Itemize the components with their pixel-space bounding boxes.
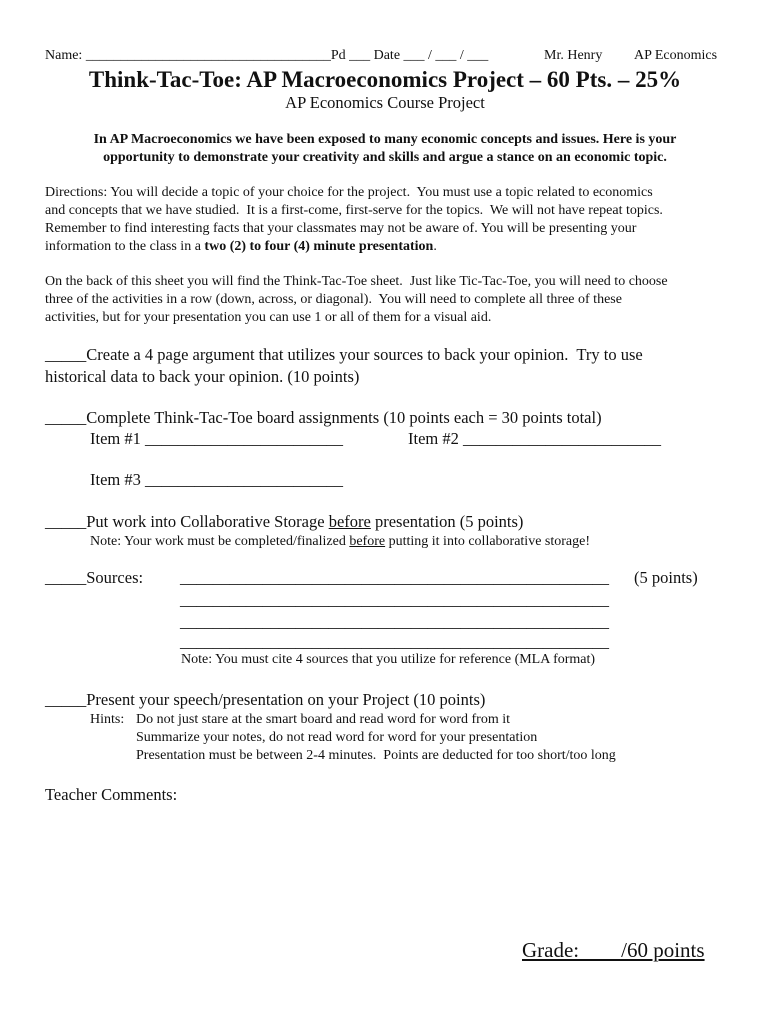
source-line-4: ____________________________________________________ bbox=[180, 632, 609, 651]
source-line-1: ____________________________________________________ bbox=[180, 568, 609, 587]
board-item-2: Item #2 ________________________ bbox=[408, 429, 661, 448]
task-argument-line-1: _____Create a 4 page argument that utilizes your sources to back your opinion. Try to use bbox=[45, 345, 643, 364]
storage-note-text: Note: Your work must be completed/finalized bbox=[90, 534, 350, 549]
sources-points: (5 points) bbox=[634, 568, 698, 587]
storage-note-end: putting it into collaborative storage! bbox=[385, 534, 591, 549]
board-item-3: Item #3 ________________________ bbox=[90, 470, 343, 489]
task-storage-before: before bbox=[328, 512, 371, 531]
hint-2: Summarize your notes, do not read word for word for your presentation bbox=[136, 730, 538, 745]
course-name: AP Economics bbox=[634, 48, 718, 63]
task-storage-line bbox=[45, 514, 523, 531]
directions-line-3: Remember to find interesting facts that your classmates may not be aware of. You will be presenting your bbox=[45, 221, 637, 236]
back-line-1: On the back of this sheet you will find the Think-Tac-Toe sheet. Just like Tic-Tac-Toe, you will need to choose bbox=[45, 274, 668, 289]
directions-text: information to the class in a bbox=[45, 239, 205, 254]
directions-line-4 bbox=[45, 240, 437, 254]
source-line-2: ____________________________________________________ bbox=[180, 590, 609, 609]
hint-3: Presentation must be between 2-4 minutes. Points are deducted for too short/too long bbox=[136, 748, 616, 763]
directions-line-1: Directions: You will decide a topic of your choice for the project. You must use a topic related to economics bbox=[45, 185, 653, 200]
intro-line-2: opportunity to demonstrate your creativity and skills and argue a stance on an economic topic. bbox=[103, 150, 667, 165]
board-item-1: Item #1 ________________________ bbox=[90, 429, 343, 448]
directions-end: . bbox=[433, 239, 437, 254]
task-storage-text: _____Put work into Collaborative Storage bbox=[45, 512, 329, 531]
teacher-name: Mr. Henry bbox=[544, 48, 603, 63]
name-line: Name: ___________________________________Pd ___ Date ___ / ___ / ___ bbox=[45, 48, 489, 63]
hints-label: Hints: bbox=[90, 712, 125, 727]
back-line-3: activities, but for your presentation you can use 1 or all of them for a visual aid. bbox=[45, 310, 492, 325]
source-line-3: ____________________________________________________ bbox=[180, 612, 609, 631]
task-argument-line-2: historical data to back your opinion. (10 points) bbox=[45, 367, 360, 386]
sources-note: Note: You must cite 4 sources that you utilize for reference (MLA format) bbox=[181, 652, 596, 667]
storage-note-before: before bbox=[349, 534, 386, 549]
page-subtitle: AP Economics Course Project bbox=[285, 93, 485, 112]
grade-line: Grade: /60 points bbox=[522, 938, 705, 962]
task-sources-label: _____Sources: bbox=[45, 568, 144, 587]
page-title: Think-Tac-Toe: AP Macroeconomics Project – 60 Pts. – 25% bbox=[88, 67, 682, 92]
directions-line-2: and concepts that we have studied. It is a first-come, first-serve for the topics. We will not have repeat topics. bbox=[45, 203, 663, 218]
intro-line-1: In AP Macroeconomics we have been exposed to many economic concepts and issues. Here is your bbox=[93, 132, 677, 147]
task-board-line: _____Complete Think-Tac-Toe board assignments (10 points each = 30 points total) bbox=[45, 408, 602, 427]
teacher-comments-label: Teacher Comments: bbox=[45, 785, 178, 804]
back-line-2: three of the activities in a row (down, across, or diagonal). You will need to complete all three of these bbox=[45, 292, 622, 307]
hint-1: Do not just stare at the smart board and read word for word from it bbox=[136, 712, 511, 727]
presentation-length: two (2) to four (4) minute presentation bbox=[204, 239, 434, 254]
task-present-line: _____Present your speech/presentation on your Project (10 points) bbox=[45, 690, 486, 709]
task-storage-end: presentation (5 points) bbox=[370, 512, 524, 531]
task-storage-note bbox=[90, 535, 590, 549]
